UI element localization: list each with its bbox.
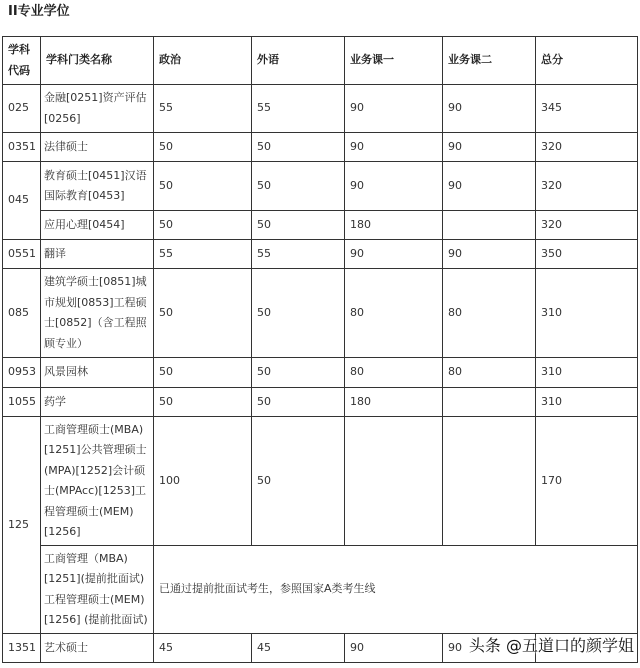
row-name: 工商管理硕士(MBA)[1251]公共管理硕士(MPA)[1252]会计硕士(MPAcc)[1253]工程管理硕士(MEM)[1256] <box>41 417 154 546</box>
row-code: 085 <box>3 269 41 358</box>
row-total: 310 <box>536 358 638 388</box>
row-name: 教育硕士[0451]汉语国际教育[0453] <box>41 162 154 211</box>
header-course1: 业务课一 <box>345 37 443 85</box>
row-course2: 90 <box>443 85 536 133</box>
row-total: 320 <box>536 133 638 162</box>
row-name: 药学 <box>41 388 154 417</box>
header-name: 学科门类名称 <box>41 37 154 85</box>
row-foreign-language: 50 <box>252 358 345 388</box>
row-course2 <box>443 388 536 417</box>
row-politics: 50 <box>154 269 252 358</box>
header-politics: 政治 <box>154 37 252 85</box>
table-row <box>3 133 638 162</box>
row-total: 320 <box>536 211 638 240</box>
section-heading: II专业学位 <box>8 4 70 19</box>
row-politics: 55 <box>154 240 252 269</box>
row-total: 345 <box>536 85 638 133</box>
row-code: 1351 <box>3 634 41 663</box>
row-total: 320 <box>536 162 638 211</box>
row-politics: 55 <box>154 85 252 133</box>
table-row <box>3 417 638 546</box>
row-foreign-language: 50 <box>252 133 345 162</box>
table-row <box>3 546 638 634</box>
row-course2: 90 <box>443 634 536 663</box>
row-name: 艺术硕士 <box>41 634 154 663</box>
row-course1: 80 <box>345 358 443 388</box>
row-course1: 90 <box>345 133 443 162</box>
header-total: 总分 <box>536 37 638 85</box>
row-foreign-language: 55 <box>252 85 345 133</box>
table-row <box>3 240 638 269</box>
table-row <box>3 358 638 388</box>
row-course1: 90 <box>345 240 443 269</box>
row-course1: 90 <box>345 634 443 663</box>
score-table <box>2 36 638 663</box>
row-total: 170 <box>536 417 638 546</box>
row-politics: 100 <box>154 417 252 546</box>
row-code: 1055 <box>3 388 41 417</box>
row-name: 金融[0251]资产评估[0256] <box>41 85 154 133</box>
row-name: 法律硕士 <box>41 133 154 162</box>
row-course1: 90 <box>345 162 443 211</box>
row-name: 风景园林 <box>41 358 154 388</box>
row-politics: 50 <box>154 133 252 162</box>
row-note: 已通过提前批面试考生，参照国家A类考生线 <box>154 546 638 634</box>
row-foreign-language: 50 <box>252 269 345 358</box>
row-foreign-language: 50 <box>252 162 345 211</box>
row-course2: 90 <box>443 240 536 269</box>
row-course1: 80 <box>345 269 443 358</box>
row-foreign-language: 50 <box>252 417 345 546</box>
row-foreign-language: 45 <box>252 634 345 663</box>
row-name: 建筑学硕士[0851]城市规划[0853]工程硕士[0852]（含工程照顾专业） <box>41 269 154 358</box>
row-course2 <box>443 211 536 240</box>
row-course2: 80 <box>443 269 536 358</box>
row-code: 0551 <box>3 240 41 269</box>
table-row <box>3 211 638 240</box>
row-politics: 50 <box>154 162 252 211</box>
header-course2: 业务课二 <box>443 37 536 85</box>
row-code: 025 <box>3 85 41 133</box>
row-total: 350 <box>536 240 638 269</box>
table-row <box>3 388 638 417</box>
row-total: 310 <box>536 269 638 358</box>
row-name: 应用心理[0454] <box>41 211 154 240</box>
header-foreign-language: 外语 <box>252 37 345 85</box>
row-course2: 90 <box>443 133 536 162</box>
row-politics: 50 <box>154 388 252 417</box>
row-course1 <box>345 417 443 546</box>
table-row <box>3 162 638 211</box>
row-course2 <box>443 417 536 546</box>
header-code: 学科代码 <box>3 37 41 85</box>
row-code: 0953 <box>3 358 41 388</box>
row-name: 工商管理（MBA)[1251](提前批面试)工程管理硕士(MEM)[1256] (提前批面试) <box>41 546 154 634</box>
row-total: 310 <box>536 388 638 417</box>
row-name: 翻译 <box>41 240 154 269</box>
row-foreign-language: 50 <box>252 211 345 240</box>
table-row <box>3 85 638 133</box>
row-foreign-language: 50 <box>252 388 345 417</box>
row-politics: 50 <box>154 211 252 240</box>
row-foreign-language: 55 <box>252 240 345 269</box>
watermark: 头条 @五道口的颜学姐 <box>468 636 634 655</box>
row-code: 125 <box>3 417 41 634</box>
row-course2: 80 <box>443 358 536 388</box>
row-course1: 180 <box>345 388 443 417</box>
table-row <box>3 269 638 358</box>
header-row <box>3 37 638 85</box>
row-course1: 90 <box>345 85 443 133</box>
row-code: 0351 <box>3 133 41 162</box>
row-course1: 180 <box>345 211 443 240</box>
row-politics: 45 <box>154 634 252 663</box>
row-politics: 50 <box>154 358 252 388</box>
row-course2: 90 <box>443 162 536 211</box>
row-code: 045 <box>3 162 41 240</box>
